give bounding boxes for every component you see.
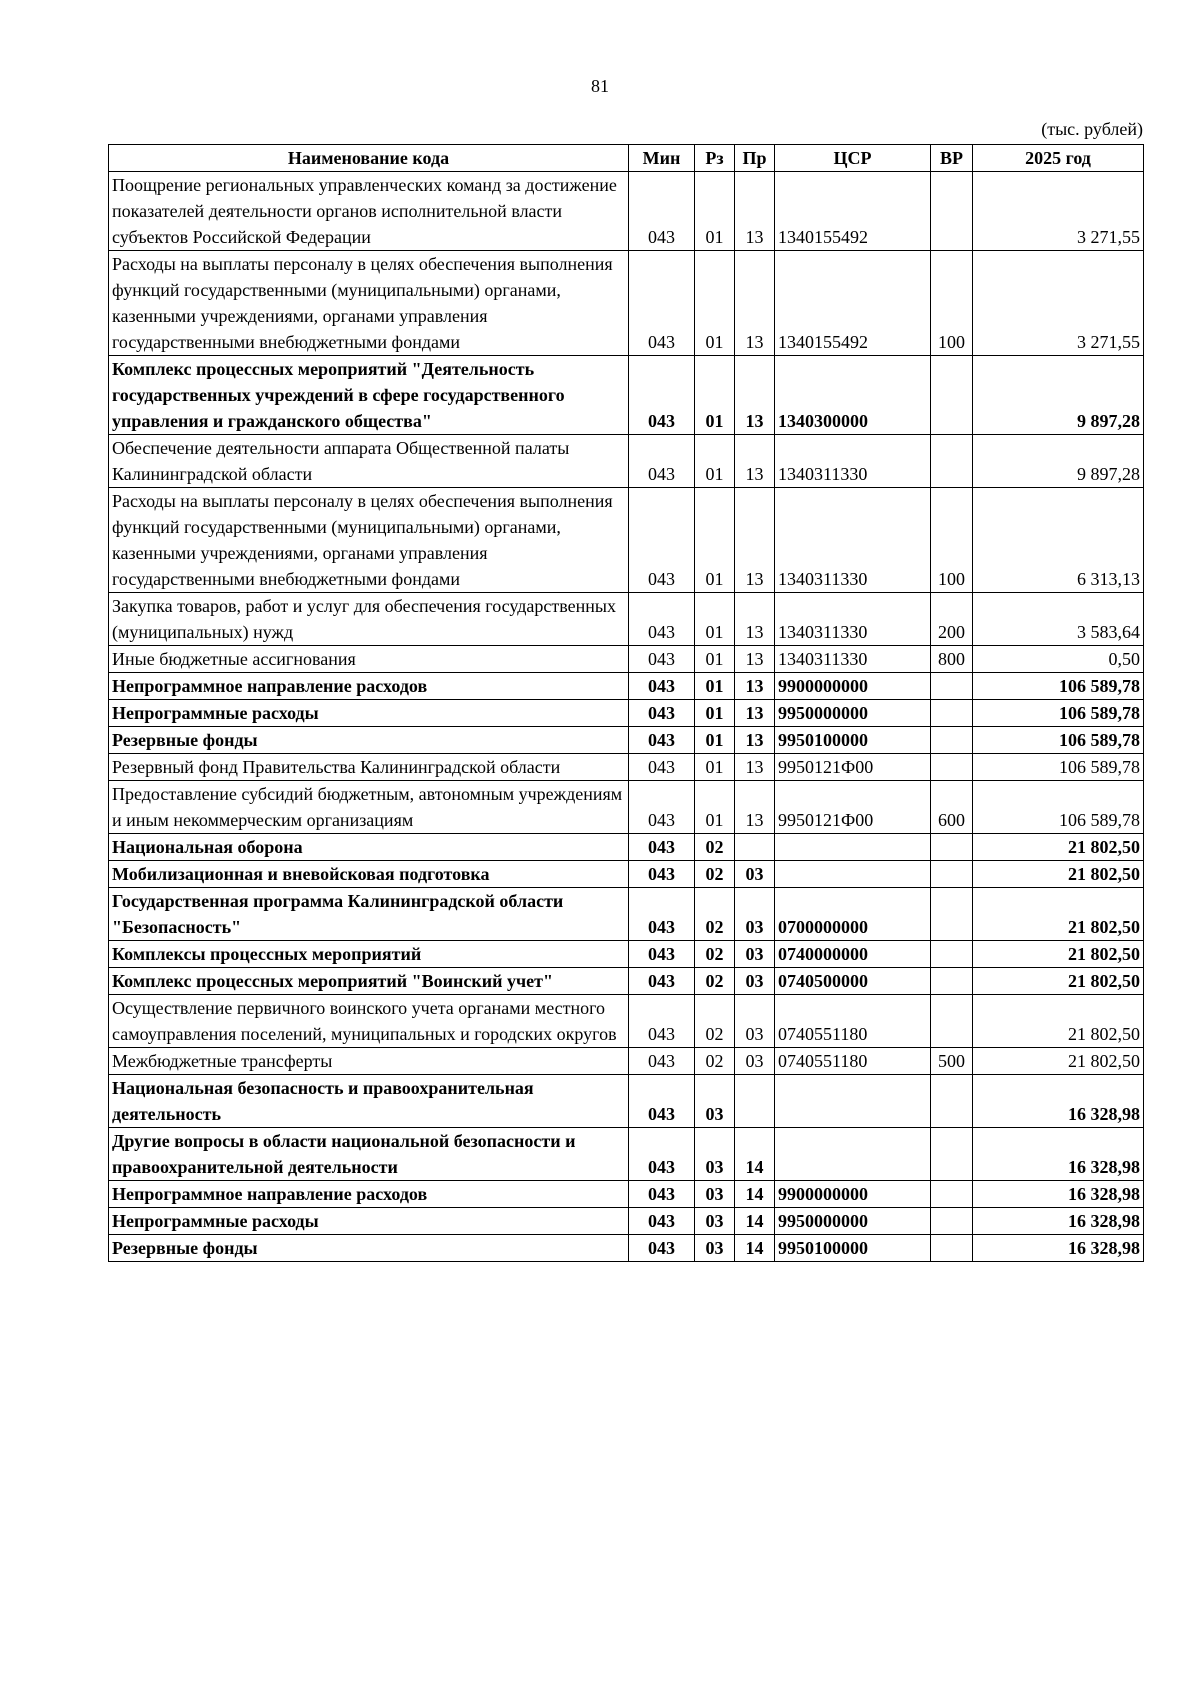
cell-csr: 9900000000 [775, 673, 931, 700]
cell-min: 043 [629, 1048, 695, 1075]
cell-vr [931, 435, 973, 488]
cell-amount: 16 328,98 [973, 1075, 1144, 1128]
cell-pr: 13 [735, 488, 775, 593]
cell-vr [931, 673, 973, 700]
cell-rz: 03 [695, 1075, 735, 1128]
table-row [109, 941, 1144, 968]
cell-amount: 106 589,78 [973, 781, 1144, 834]
cell-name: Непрограммные расходы [109, 700, 629, 727]
header-rz: Рз [695, 145, 735, 172]
cell-rz: 01 [695, 700, 735, 727]
cell-vr [931, 834, 973, 861]
cell-min: 043 [629, 1075, 695, 1128]
cell-min: 043 [629, 968, 695, 995]
cell-name: Мобилизационная и вневойсковая подготовка [109, 861, 629, 888]
header-csr: ЦСР [775, 145, 931, 172]
cell-amount: 16 328,98 [973, 1235, 1144, 1262]
cell-rz: 02 [695, 861, 735, 888]
cell-amount: 21 802,50 [973, 995, 1144, 1048]
cell-csr: 1340311330 [775, 646, 931, 673]
cell-csr: 0740551180 [775, 995, 931, 1048]
table-row [109, 251, 1144, 356]
cell-name: Национальная оборона [109, 834, 629, 861]
table-row [109, 781, 1144, 834]
cell-pr: 13 [735, 727, 775, 754]
table-header-row [109, 145, 1144, 172]
cell-name: Комплекс процессных мероприятий "Воинский учет" [109, 968, 629, 995]
cell-min: 043 [629, 488, 695, 593]
cell-min: 043 [629, 1235, 695, 1262]
cell-csr: 1340155492 [775, 172, 931, 251]
cell-pr: 03 [735, 941, 775, 968]
table-row [109, 593, 1144, 646]
cell-csr [775, 1128, 931, 1181]
cell-rz: 01 [695, 488, 735, 593]
cell-rz: 02 [695, 888, 735, 941]
cell-pr: 03 [735, 995, 775, 1048]
cell-amount: 3 271,55 [973, 172, 1144, 251]
cell-amount: 106 589,78 [973, 754, 1144, 781]
cell-pr: 14 [735, 1235, 775, 1262]
cell-name: Резервные фонды [109, 727, 629, 754]
cell-vr [931, 1235, 973, 1262]
cell-name: Резервный фонд Правительства Калининградской области [109, 754, 629, 781]
cell-pr: 03 [735, 861, 775, 888]
table-row [109, 834, 1144, 861]
cell-amount: 3 583,64 [973, 593, 1144, 646]
cell-min: 043 [629, 727, 695, 754]
cell-rz: 03 [695, 1235, 735, 1262]
cell-name: Обеспечение деятельности аппарата Общественной палаты Калининградской области [109, 435, 629, 488]
cell-amount: 106 589,78 [973, 700, 1144, 727]
cell-pr: 14 [735, 1181, 775, 1208]
cell-vr: 100 [931, 251, 973, 356]
cell-min: 043 [629, 834, 695, 861]
table-row [109, 488, 1144, 593]
cell-min: 043 [629, 172, 695, 251]
cell-rz: 01 [695, 172, 735, 251]
cell-name: Непрограммное направление расходов [109, 1181, 629, 1208]
cell-amount: 16 328,98 [973, 1181, 1144, 1208]
cell-csr: 1340311330 [775, 435, 931, 488]
cell-pr: 13 [735, 251, 775, 356]
cell-name: Межбюджетные трансферты [109, 1048, 629, 1075]
cell-min: 043 [629, 593, 695, 646]
cell-min: 043 [629, 941, 695, 968]
cell-amount: 21 802,50 [973, 861, 1144, 888]
cell-vr: 800 [931, 646, 973, 673]
cell-amount: 21 802,50 [973, 941, 1144, 968]
cell-rz: 02 [695, 834, 735, 861]
cell-rz: 01 [695, 673, 735, 700]
cell-min: 043 [629, 700, 695, 727]
table-row [109, 1208, 1144, 1235]
budget-table [108, 144, 1144, 1262]
cell-csr: 9950121Ф00 [775, 754, 931, 781]
table-row [109, 172, 1144, 251]
page-number: 81 [591, 76, 609, 96]
cell-vr: 200 [931, 593, 973, 646]
table-row [109, 1048, 1144, 1075]
cell-rz: 02 [695, 1048, 735, 1075]
cell-amount: 106 589,78 [973, 727, 1144, 754]
table-row [109, 673, 1144, 700]
cell-pr [735, 834, 775, 861]
cell-min: 043 [629, 356, 695, 435]
cell-vr: 600 [931, 781, 973, 834]
cell-csr: 9950100000 [775, 1235, 931, 1262]
cell-name: Непрограммные расходы [109, 1208, 629, 1235]
cell-csr: 0740000000 [775, 941, 931, 968]
cell-amount: 106 589,78 [973, 673, 1144, 700]
cell-name: Национальная безопасность и правоохранительная деятельность [109, 1075, 629, 1128]
cell-vr [931, 1208, 973, 1235]
cell-vr: 500 [931, 1048, 973, 1075]
cell-amount: 0,50 [973, 646, 1144, 673]
cell-vr [931, 700, 973, 727]
cell-csr: 0740551180 [775, 1048, 931, 1075]
cell-vr [931, 172, 973, 251]
cell-pr: 13 [735, 646, 775, 673]
cell-pr: 13 [735, 673, 775, 700]
cell-min: 043 [629, 673, 695, 700]
cell-amount: 6 313,13 [973, 488, 1144, 593]
cell-pr: 03 [735, 888, 775, 941]
cell-rz: 01 [695, 727, 735, 754]
cell-min: 043 [629, 1181, 695, 1208]
table-row [109, 995, 1144, 1048]
cell-amount: 21 802,50 [973, 834, 1144, 861]
cell-csr [775, 861, 931, 888]
cell-name: Расходы на выплаты персоналу в целях обеспечения выполнения функций государственными (муниципальными) органами, казенными учреждениями, органами управления государственными внебюджетными фондами [109, 488, 629, 593]
cell-name: Предоставление субсидий бюджетным, автономным учреждениям и иным некоммерческим организациям [109, 781, 629, 834]
cell-rz: 01 [695, 435, 735, 488]
cell-amount: 16 328,98 [973, 1208, 1144, 1235]
cell-rz: 03 [695, 1181, 735, 1208]
cell-vr [931, 727, 973, 754]
cell-vr [931, 1128, 973, 1181]
cell-vr [931, 888, 973, 941]
cell-vr [931, 754, 973, 781]
cell-pr: 13 [735, 700, 775, 727]
cell-pr: 03 [735, 968, 775, 995]
cell-pr: 13 [735, 781, 775, 834]
cell-name: Непрограммное направление расходов [109, 673, 629, 700]
cell-rz: 01 [695, 754, 735, 781]
table-row [109, 861, 1144, 888]
table-row [109, 888, 1144, 941]
table-row [109, 435, 1144, 488]
cell-csr: 1340300000 [775, 356, 931, 435]
cell-amount: 3 271,55 [973, 251, 1144, 356]
cell-min: 043 [629, 861, 695, 888]
cell-csr [775, 1075, 931, 1128]
cell-pr: 13 [735, 435, 775, 488]
header-pr: Пр [735, 145, 775, 172]
cell-rz: 03 [695, 1128, 735, 1181]
table-row [109, 727, 1144, 754]
cell-pr: 14 [735, 1208, 775, 1235]
cell-name: Государственная программа Калининградской области "Безопасность" [109, 888, 629, 941]
cell-name: Комплекс процессных мероприятий "Деятельность государственных учреждений в сфере государственного управления и гражданского общества" [109, 356, 629, 435]
header-min: Мин [629, 145, 695, 172]
cell-rz: 01 [695, 356, 735, 435]
cell-csr [775, 834, 931, 861]
table-body [109, 172, 1144, 1262]
table-row [109, 1181, 1144, 1208]
cell-vr [931, 968, 973, 995]
cell-amount: 16 328,98 [973, 1128, 1144, 1181]
cell-min: 043 [629, 251, 695, 356]
cell-name: Комплексы процессных мероприятий [109, 941, 629, 968]
cell-min: 043 [629, 754, 695, 781]
cell-min: 043 [629, 1128, 695, 1181]
cell-rz: 03 [695, 1208, 735, 1235]
cell-amount: 21 802,50 [973, 968, 1144, 995]
units-label: (тыс. рублей) [1041, 119, 1143, 139]
cell-vr [931, 941, 973, 968]
cell-vr [931, 356, 973, 435]
cell-pr: 03 [735, 1048, 775, 1075]
cell-min: 043 [629, 888, 695, 941]
cell-rz: 01 [695, 593, 735, 646]
cell-pr [735, 1075, 775, 1128]
cell-name: Расходы на выплаты персоналу в целях обеспечения выполнения функций государственными (муниципальными) органами, казенными учреждениями, органами управления государственными внебюджетными фондами [109, 251, 629, 356]
cell-rz: 02 [695, 968, 735, 995]
cell-rz: 02 [695, 941, 735, 968]
cell-vr: 100 [931, 488, 973, 593]
cell-vr [931, 1075, 973, 1128]
cell-csr: 9950121Ф00 [775, 781, 931, 834]
header-year: 2025 год [973, 145, 1144, 172]
table-row [109, 646, 1144, 673]
table-row [109, 968, 1144, 995]
table-row [109, 1128, 1144, 1181]
cell-csr: 1340311330 [775, 488, 931, 593]
cell-rz: 01 [695, 646, 735, 673]
cell-vr [931, 861, 973, 888]
cell-csr: 1340311330 [775, 593, 931, 646]
cell-name: Поощрение региональных управленческих команд за достижение показателей деятельности органов исполнительной власти субъектов Российской Федерации [109, 172, 629, 251]
table-row [109, 356, 1144, 435]
cell-name: Иные бюджетные ассигнования [109, 646, 629, 673]
cell-min: 043 [629, 435, 695, 488]
cell-csr: 9950000000 [775, 700, 931, 727]
table-row [109, 1075, 1144, 1128]
cell-rz: 01 [695, 251, 735, 356]
cell-csr: 9900000000 [775, 1181, 931, 1208]
cell-rz: 01 [695, 781, 735, 834]
cell-name: Закупка товаров, работ и услуг для обеспечения государственных (муниципальных) нужд [109, 593, 629, 646]
cell-pr: 13 [735, 172, 775, 251]
cell-amount: 21 802,50 [973, 1048, 1144, 1075]
cell-pr: 13 [735, 356, 775, 435]
table-row [109, 754, 1144, 781]
cell-min: 043 [629, 781, 695, 834]
header-name: Наименование кода [109, 145, 629, 172]
cell-amount: 9 897,28 [973, 435, 1144, 488]
cell-csr: 9950000000 [775, 1208, 931, 1235]
cell-amount: 21 802,50 [973, 888, 1144, 941]
cell-csr: 0700000000 [775, 888, 931, 941]
cell-amount: 9 897,28 [973, 356, 1144, 435]
table-row [109, 700, 1144, 727]
cell-min: 043 [629, 995, 695, 1048]
cell-vr [931, 1181, 973, 1208]
cell-csr: 9950100000 [775, 727, 931, 754]
cell-vr [931, 995, 973, 1048]
cell-csr: 1340155492 [775, 251, 931, 356]
cell-name: Резервные фонды [109, 1235, 629, 1262]
cell-min: 043 [629, 1208, 695, 1235]
cell-min: 043 [629, 646, 695, 673]
cell-pr: 14 [735, 1128, 775, 1181]
cell-name: Другие вопросы в области национальной безопасности и правоохранительной деятельности [109, 1128, 629, 1181]
header-vr: ВР [931, 145, 973, 172]
cell-csr: 0740500000 [775, 968, 931, 995]
table-row [109, 1235, 1144, 1262]
cell-pr: 13 [735, 754, 775, 781]
cell-rz: 02 [695, 995, 735, 1048]
cell-name: Осуществление первичного воинского учета органами местного самоуправления поселений, муниципальных и городских округов [109, 995, 629, 1048]
cell-pr: 13 [735, 593, 775, 646]
